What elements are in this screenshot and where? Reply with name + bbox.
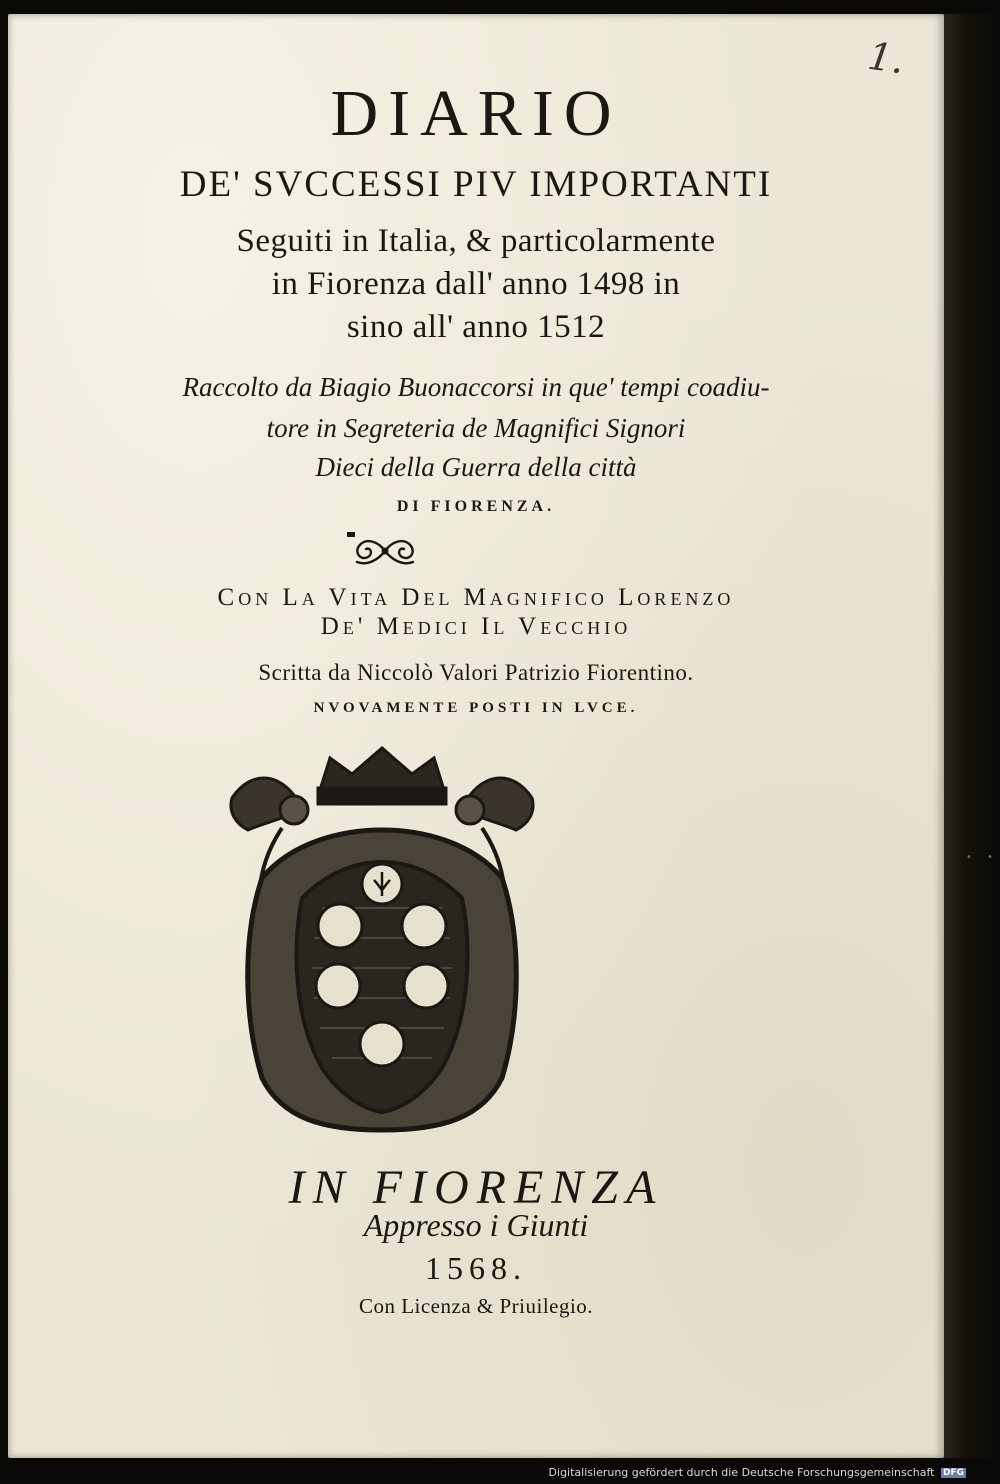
imprint-place: IN FIORENZA	[288, 1161, 664, 1214]
supplement-line-1: Con La Vita Del Magnifico Lorenzo	[217, 584, 735, 611]
imprint-year: 1568.	[425, 1250, 527, 1286]
medici-coat-of-arms-icon	[222, 738, 542, 1136]
compiler-line-2: tore in Segreteria de Magnifici Signori	[266, 413, 686, 443]
credit-text: Digitalisierung gefördert durch die Deutsche Forschungsgemeinschaft	[548, 1466, 935, 1479]
compiler-line-1: Raccolto da Biagio Buonaccorsi in que' tempi coadiu-	[182, 372, 770, 402]
imprint-printer: Appresso i Giunti	[363, 1207, 589, 1243]
description-line-2: in Fiorenza dall' anno 1498 in	[271, 266, 681, 302]
dfg-logo-badge: DFG	[942, 1468, 964, 1478]
folio-mark: 1.	[865, 33, 908, 83]
description-line-3: sino all' anno 1512	[346, 309, 606, 345]
compiler-line-3: Dieci della Guerra della città	[315, 452, 637, 482]
page-subtitle: DE' SVCCESSI PIV IMPORTANTI	[179, 164, 773, 205]
page-edge-marks: • •	[966, 852, 999, 863]
digitization-credit	[549, 1466, 966, 1479]
page-title: DIARIO	[330, 77, 622, 150]
supplement-line-2: De' Medici Il Vecchio	[320, 613, 632, 640]
supplement-line-4: NVOVAMENTE POSTI IN LVCE.	[313, 700, 639, 716]
city-line: DI FIORENZA.	[396, 498, 556, 515]
description-line-1: Seguiti in Italia, & particolarmente	[236, 223, 716, 259]
book-spine-edge	[944, 14, 1000, 1458]
imprint-privilege: Con Licenza & Priuilegio.	[358, 1294, 594, 1318]
fleuron-ornament-icon	[345, 530, 425, 572]
supplement-line-3: Scritta da Niccolò Valori Patrizio Fiorentino.	[258, 660, 694, 685]
